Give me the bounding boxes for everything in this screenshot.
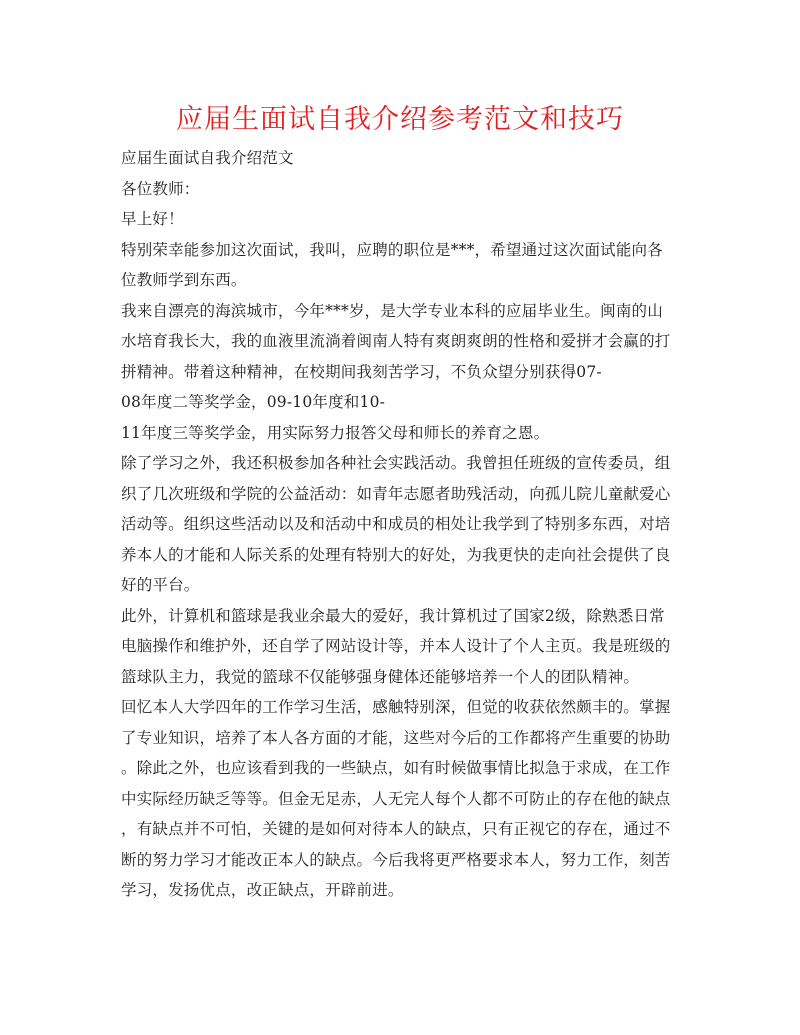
text-line: 养本人的才能和人际关系的处理有特别大的好处，为我更快的走向社会提供了良 <box>121 545 671 564</box>
text-line: 电脑操作和维护外，还自学了网站设计等，并本人设计了个人主页。我是班级的 <box>121 637 671 655</box>
text-line: 织了几次班级和学院的公益活动：如青年志愿者助残活动，向孤儿院儿童献爱心 <box>121 484 671 503</box>
text-line: 此外，计算机和篮球是我业余最大的爱好，我计算机过了国家2级，除熟悉日常 <box>121 606 665 625</box>
text-line: 应届生面试自我介绍范文 <box>121 149 294 167</box>
text-line: 08年度二等奖学金，09-10年度和10- <box>121 393 386 411</box>
text-line: 我来自漂亮的海滨城市，今年***岁，是大学专业本科的应届毕业生。闽南的山 <box>121 301 663 320</box>
text-line: 回忆本人大学四年的工作学习生活，感触特别深，但觉的收获依然颇丰的。掌握 <box>121 698 671 716</box>
text-line: ，有缺点并不可怕，关键的是如何对待本人的缺点，只有正视它的存在，通过不 <box>121 820 671 838</box>
text-line: 拼精神。带着这种精神，在校期间我刻苦学习，不负众望分别获得07- <box>121 362 602 381</box>
text-line: 。除此之外，也应该看到我的一些缺点，如有时候做事情比拟急于求成，在工作 <box>121 759 671 777</box>
text-line: 了专业知识，培养了本人各方面的才能，这些对今后的工作都将产生重要的协助 <box>121 728 671 747</box>
text-line: 活动等。组织这些活动以及和活动中和成员的相处让我学到了特别多东西，对培 <box>121 515 671 533</box>
text-line: 11年度三等奖学金，用实际努力报答父母和师长的养育之恩。 <box>121 423 550 442</box>
document-title: 应届生面试自我介绍参考范文和技巧 <box>176 104 624 135</box>
text-line: 除了学习之外，我还积极参加各种社会实践活动。我曾担任班级的宣传委员，组 <box>121 454 671 472</box>
text-line: 特别荣幸能参加这次面试，我叫，应聘的职位是***，希望通过这次面试能向各 <box>121 240 663 259</box>
text-line: 学习，发扬优点，改正缺点，开辟前进。 <box>121 881 404 899</box>
text-line: 位教师学到东西。 <box>121 271 247 289</box>
text-line: 水培育我长大，我的血液里流淌着闽南人特有爽朗爽朗的性格和爱拼才会赢的打 <box>121 332 671 350</box>
text-line: 好的平台。 <box>121 576 200 594</box>
text-line: 中实际经历缺乏等等。但金无足赤，人无完人每个人都不可防止的存在他的缺点 <box>121 789 671 808</box>
text-line: 断的努力学习才能改正本人的缺点。今后我将更严格要求本人，努力工作，刻苦 <box>121 850 671 869</box>
text-line: 各位教师： <box>121 179 200 198</box>
text-line: 早上好！ <box>121 210 184 228</box>
document-body <box>121 143 686 906</box>
text-line: 篮球队主力，我觉的篮球不仅能够强身健体还能够培养一个人的团队精神。 <box>121 667 640 686</box>
